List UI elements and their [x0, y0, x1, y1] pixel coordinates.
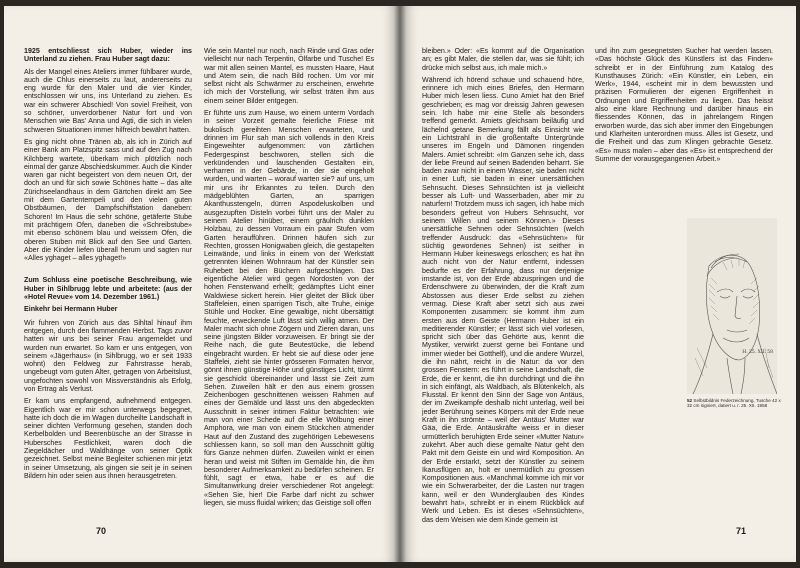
paragraph: Wir fuhren von Zürich aus das Sihltal hinauf ihm entgegen, durch den flammenden Herbst. Tags zuvor hatten wir uns bei seiner Frau angemeldet und wurden nun erwartet. So kam er uns entgegen, von seinem «Jägerhaus» (in Sihlbrugg, wo er seit 1933 wohnt) den Feldweg zur Fahrstrasse herab, ungebeugt vom guten Alter, getragen von Arbeitslust, ungefochten sowohl von Missverständnis als Erfolg, von Ertrag als Verlust.: [24, 318, 192, 393]
caption-number: 52: [687, 398, 693, 403]
artist-signature: H. 25. XII. 58: [742, 350, 773, 355]
book-spread: [4, 6, 796, 562]
figure-caption: [687, 398, 785, 409]
page-number: 70: [96, 526, 107, 536]
paragraph: Es ging nicht ohne Tränen ab, als ich in Zürich auf einer Bank am Platzspitz sass und auf den Zug nach Kilchberg wartete, überkam mich plötzlich noch einmal der ganze Abschiedskummer. Auch die Kinder waren gar nicht begeistert von dem neuen Ort, der doch an und für sich sowie Schönes hatte – das alte Zürichseelandhaus in dem Gärtchen direkt am See mit dem Gartentempeli und den vielen guten Obstbäumen, der Dampfschiffstation daneben: Schoren! Im Haus die sehr schöne, getäferte Stube mit prächtigem Ofen, daneben die «Schreibstube» mit ebenso schönem blau und weissem Ofen, die oberen Stuben mit Blick auf den See und Garten. Aber die Kinder liefen überall herum und sagten nur «Alles yghaget – alles yghaget!»: [24, 137, 192, 263]
book-gutter: [394, 6, 406, 562]
paragraph: Als der Mangel eines Ateliers immer fühlbarer wurde, auch die Chlus einerseits zu laut, andererseits zu eng wurde für den Maler und die vier Kinder, entschlossen wir uns, ins Unterland zu ziehen. Es war ein schwerer Abschied! Von soviel Freiheit, von so schöner, unverdorbener Natur fort und von Menschen wie Bas' Anna und Agti, die sich in vielen schweren Situationen immer hilfreich bewährt hatten.: [24, 67, 192, 134]
left-page: [4, 6, 400, 562]
paragraph: Während ich hörend schaue und schauend höre, erinnere ich mich eines Briefes, den Hermann Huber mich lesen liess. Cuno Amiet hat den Brief geschrieben; es mag vor dreissig Jahren gewesen sein. Ich habe mir eine Stelle als besonders treffend gemerkt. Amiets gleichsam beiläufig und lächelnd getane Bemerkung fällt als Einsicht wie ein Lichtstrahl in die großentafte Untergründe unseres im Engeln und Dämonen ringenden Malers. Amiet schreibt: «Im Ganzen sehe ich, dass der liebe Freund auf seinen Badenden beharrt. Sie baden zwar nicht in einem Wasser, sie baden nicht in einer Luft, sie baden in einer unersättlichen Sehnsucht. Dieses Sehnsüchten ist ja vielleicht besser als Luft- und Wasserbaden, aber mir zu naturfern! Trotzdem muss ich sagen, ich habe mich besonders gefreut von Hubers Sehnsucht, vor seinem Willen und seinem Können.» Dieses unersättliche Sehnen oder Sehnsüchten (welch treffender Ausdruck: das «Sehnsüchten» für süchtig gewordenes Sehnen) ist seither in Hermann Huber keineswegs erloschen; es hat ihn auch nicht von der Natur entfernt, indessen bedurfte es der Erfahrung, dass nur derjenige imstande ist, von der Erde abzuspringen und die Erdenschwere zu überwinden, der die Kraft zum Abstossen aus dieser Erde selbst zu ziehen vermag. Diese Kraft aber setzt sich aus zwei Komponenten zusammen: sie kommt ihm zum ersten aus dem Geiste (Hermann Huber ist ein meditierender Künstler; er lässt sich viel vorlesen, spricht sich über das Gehörte aus, kennt die Mystiker, verwirkt zuerst gerne bei Fontane und immer wieder bei Gotthelf), und die andere Wurzel, die ihn nährt, reicht in die Natur: da vor den grossen Fenstern: es führt in seine Landschaft, die Erde, die er kennt, die ihn durchdringt und die ihn in sich einfängt, als Waldbach, als Blütenkelch, als Flusstal. Er kennt den Sinn der Sage von Antäus, der im Zweikampfe deshalb nicht unterlag, weil bei jeder Berührung seines Körpers mit der Erde neue Kraft in ihn strömte – weil der Antäus' Mutter war Gäa, die Erde. Antäuskräfte weiss er in dieser urmütterlich beruhigten Erde seiner «Mutter Natur» zukehrt. Aber auch diese gemalte Natur geht den Pakt mit dem Geiste ein und wird Komposition. An der Erde erstarkt, setzt der Künstler zu seinem Ikarusflügen an, holt er unermüdlich zu grossen Kompositionen aus. «Manchmal komme ich mir vor wie ein Schwerarbeiter, der die Lasten nur tragen kann, weil er den Wunderglauben des Kindes bewahrt hat», schreibt er in einem Rückblick auf Werk und Leben. Es ist dieses «Sehnsüchten», das dem Weisen wie dem Kinde gemein ist: [422, 75, 584, 524]
caption-text: Selbstbildnis Federzeichnung, Tusche 42 x 32 cm signiert, datiert u. r. 25. XII. 1958: [687, 398, 781, 409]
section-heading: 1925 entschliesst sich Huber, wieder ins Unterland zu ziehen. Frau Huber sagt dazu:: [24, 47, 192, 64]
right-column-1: [422, 47, 584, 528]
section-heading: Zum Schluss eine poetische Beschreibung, wie Huber in Sihlbrugg lebte und arbeitete: (aus der «Hotel Revue» vom 14. Dezember 1961.): [24, 276, 192, 302]
left-column-2: [204, 47, 374, 511]
paragraph: bleiben.» Oder: «Es kommt auf die Organisation an; es gibt Maler, die stellen dar, was sie fühlt; ich drücke mich selbst aus, ich male mich.»: [422, 47, 584, 72]
paragraph: Wie sein Mantel nur noch, nach Rinde und Gras oder vielleicht nur nach Terpentin, Ölfarbe und Tusche! Es war mit allen seinen Mantel, es mussten Haare, Haut und Atem sein, die nach Bild rochen. Um vor mir selbst nicht als Schwärmer zu erscheinen, erwehrte ich mich der Vorstellung, wir selbst träten ihm aus einem seiner Bilder entgegen.: [204, 47, 374, 105]
page-number: 71: [736, 526, 747, 536]
right-page: [400, 6, 796, 562]
paragraph: und ihn zum gesegnetsten Sucher hat werden lassen. «Das höchste Glück des Künstlers ist das Finden» schreibt er in der Einführung zum Katalog des Kunsthauses Zürich: «Ein Künstler, ein Leben, ein Werk», 1944, «scheint mir in dem bewussten und präzisen Formulieren der eigenen Ergriffenheit in Ordnungen und Ergriffenheiten zu liegen. Das heisst also eine klare Rechnung und darüber hinaus ein fliessendes Können, das in jahrelangem Ringen erworben wurde, das sich aber immer den Eingebungen und Klarheiten unterordnen muss. Alles ist Gesetz, und die Freiheit und das zum Klingen gebrachte Gesetz. «Es» muss malen – aber das «Es» ist entsprechend der Summe der vorausgegangenen Arbeit.»: [595, 47, 773, 163]
article-title: Einkehr bei Hermann Huber: [24, 305, 118, 314]
self-portrait-drawing: [687, 218, 777, 394]
paragraph: Er kam uns empfangend, aufnehmend entgegen. Eigentlich war er mir schon unterwegs begegnet, hatte ich doch die im Wagen durcheilte Landschaft in seiner dichten Verformung gesehen, standen doch Kerbelbolden und Beerenbüsche an der Strasse in Hubersches Festlichkeit, waren doch die Ziegeldächer und Waldhänge von seiner Optik gezeichnet. Selbst meine Begleiter schienen mir jetzt in seiner Umsetzung, als gingen sie seit je in seinen Bildern hin oder seien aus ihnen herausgetreten.: [24, 397, 192, 480]
paragraph: Er führte uns zum Hause, wo einem unterm Vordach in seiner Vorzeit gemalte feierliche Friese mit bukolisch gereihten Menschen erwarteten, und drinnen im Flur sah man sich vollends in den Kreis Eingeweihter aufgenommen: von zärtlichen Federgespinst beschworen, stellen sich die verkündenden und lauschenden Gestalten ein, verharren in der Gebärde, in der sie eingeholt wurden, und warten – worauf warten sie? auf uns, um mir uns ihr Erkanntes zu teilen. Durch den mädgeblühten Garten, an sparrigen Akanthusstengeln, dürren Aspodeluskolben und ausgezupften Disteln vorbei führt uns der Maler zu seinem Atelier hinüber, einem gräulrich dunklen Holzbau, zu dessen Vorraum ein paar Stufen vom Garten heraufführen. Drinnen häufen sich zur Rechten, grossen Honigwaben gleich, die gestapelten Leinwände, und links in einem von der Werkstatt getrennten kleinen Wohnraum hat der Künstler sein Ruhebett bei den Büchern aufgeschlagen. Das eigentliche Atelier wird gegen Nordosten von der hohen Fensterwand erhellt; gedämpftes Licht einer Waldwiese sickert herein. Hier gleitet der Blick über Staffeleien, einen sparrigen Tisch, alte Truhe, einige Stühle und Hocker. Eine gewaltige, nicht übersättigt feuchte, erweckende Luft lässt sich willig atmen. Der Maler macht sich ohne Zögern und Zieren daran, uns seine jüngsten Bilder vorzuweisen. Er bringt sie der Reihe nach, die gute Beutestücke, die lebend eingebracht wurden. Er hebt sie auf diese oder jene Staffelei, zieht sie hinter grösseren Formaten hervor, gönnt ihnen günstige Höhe und günstiges Licht, türmt sie geschickt übereinander und lässt sie Zeit zum Sehen. Zuweilen hält er den aus einem grossen Zeichenbogen geschnittenen weissen Rahmen auf eines der Gemälde und lässt uns den abgedeckten Ausschnitt in seiner intimen Faktur betrachten: wie man von einer Schede auf die elle Wölbung einer Amphora, wie man von einem Stückchen atmender Haut auf den Zustand des zugehörigen Lebewesens schliessen kann, so soll man den Ausschnitt gültig fürs Ganze nehmen dürfen. Zuweilen winkt er einen heran und weist mit Stiften im Gemälde hin, die ihm besonderer Aufmerksamkeit zu bedürfen scheinen. Er fühlt, sagt er etwa, habe er es auf die Simultanwirkung dreier verschiedener Rot angelegt: «Sehen Sie, hier! Die Farbe darf nicht zu schwer liegen, sie muss fluidal wirken; das Geistige soll offen: [204, 109, 374, 508]
left-column-1: [24, 47, 192, 484]
portrait-sketch: [687, 218, 777, 394]
right-column-2: [595, 47, 773, 167]
